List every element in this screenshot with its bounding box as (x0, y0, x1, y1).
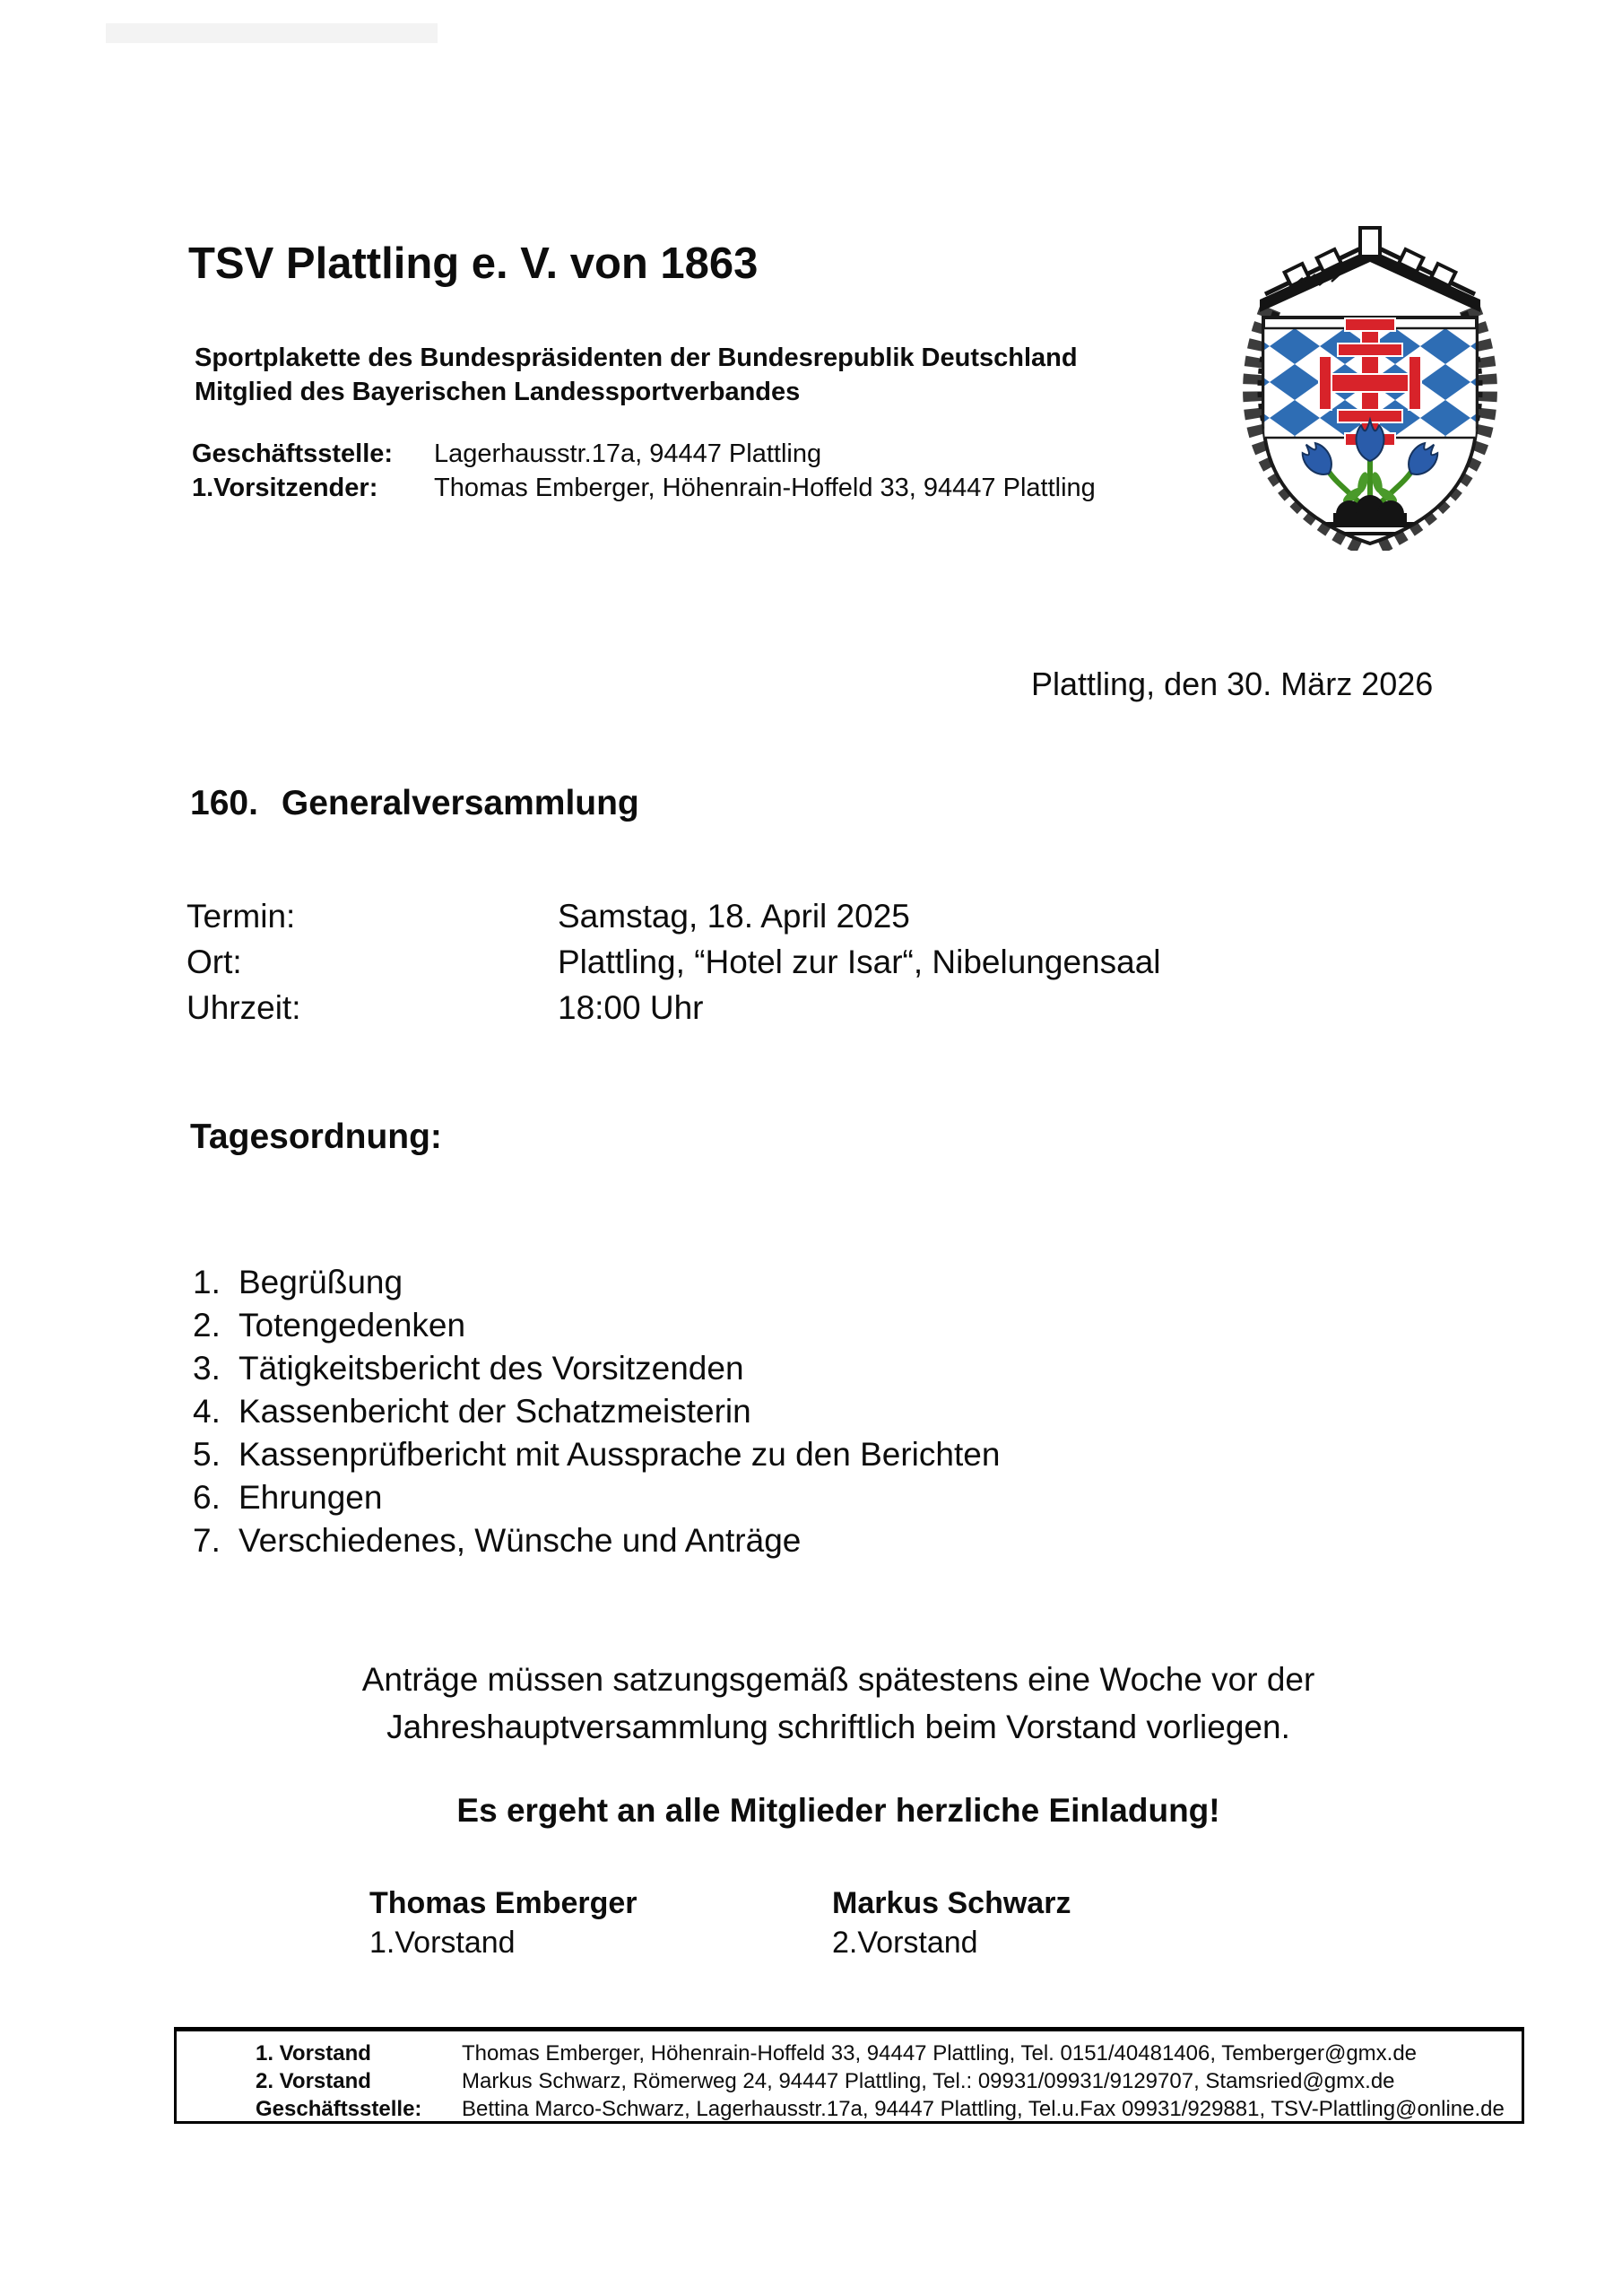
club-crest-icon (1240, 226, 1500, 551)
detail-value: Samstag, 18. April 2025 (558, 898, 910, 935)
club-contact-lines (192, 437, 1096, 505)
agenda-heading: Tagesordnung: (190, 1118, 442, 1156)
contact-label: 1.Vorsitzender: (192, 474, 378, 502)
detail-label: Uhrzeit: (186, 989, 301, 1026)
subtitle-line: Sportplakette des Bundespräsidenten der Bundesrepublik Deutschland (195, 344, 1078, 372)
contact-value: Lagerhausstr.17a, 94447 Plattling (434, 439, 822, 468)
contact-line (192, 437, 1096, 471)
agenda-item-number: 2. (193, 1307, 221, 1344)
footer-label: 2. Vorstand (256, 2069, 371, 2093)
signature-block (369, 1883, 638, 1962)
agenda-item-number: 3. (193, 1350, 221, 1387)
agenda-item-text: Kassenprüfbericht mit Aussprache zu den Berichten (239, 1436, 1001, 1473)
agenda-item (193, 1519, 1000, 1562)
club-crest (1240, 226, 1500, 551)
agenda-item-text: Kassenbericht der Schatzmeisterin (239, 1393, 751, 1430)
mural-crown (1260, 228, 1480, 312)
deadline-notice-line: Anträge müssen satzungsgemäß spätestens eine Woche vor der (361, 1661, 1315, 1698)
detail-label: Termin: (186, 898, 296, 935)
footer-row (256, 2095, 1513, 2123)
agenda-item-number: 7. (193, 1522, 221, 1559)
detail-value: Plattling, “Hotel zur Isar“, Nibelungensaal (558, 944, 1161, 980)
agenda-item (193, 1261, 1000, 1304)
contact-line (192, 471, 1096, 505)
meeting-number: 160. (190, 784, 258, 822)
invitation-line: Es ergeht an alle Mitglieder herzliche Einladung! (456, 1792, 1220, 1829)
detail-value: 18:00 Uhr (558, 989, 704, 1026)
agenda-item-number: 5. (193, 1436, 221, 1473)
agenda-item-text: Begrüßung (239, 1264, 403, 1300)
footer-label: 1. Vorstand (256, 2041, 371, 2066)
footer-row (256, 2039, 1513, 2067)
agenda-item-number: 1. (193, 1264, 221, 1300)
footer-contact-box (174, 2027, 1524, 2124)
agenda-item-number: 4. (193, 1393, 221, 1430)
signature-name: Markus Schwarz (832, 1886, 1071, 1920)
agenda-item (193, 1476, 1000, 1519)
detail-row (186, 939, 1161, 985)
agenda-item-number: 6. (193, 1479, 221, 1516)
date-line: Plattling, den 30. März 2026 (1031, 665, 1434, 702)
subtitle-line: Mitglied des Bayerischen Landessportverbandes (195, 378, 801, 406)
signature-role: 1.Vorstand (369, 1926, 516, 1960)
agenda-item (193, 1433, 1000, 1476)
footer-value: Markus Schwarz, Römerweg 24, 94447 Plattling, Tel.: 09931/09931/9129707, Stamsried@gmx.de (462, 2069, 1395, 2093)
meeting-title: Generalversammlung (281, 784, 639, 822)
footer-value: Bettina Marco-Schwarz, Lagerhausstr.17a, 94447 Plattling, Tel.u.Fax 09931/929881, TSV-Plattling@online.de (462, 2097, 1505, 2121)
agenda-item-text: Tätigkeitsbericht des Vorsitzenden (239, 1350, 744, 1387)
footer-label: Geschäftsstelle: (256, 2097, 422, 2121)
agenda-item-text: Verschiedenes, Wünsche und Anträge (239, 1522, 802, 1559)
signature-block (832, 1883, 1071, 1962)
agenda-item (193, 1390, 1000, 1433)
meeting-heading (190, 784, 639, 823)
meeting-details (186, 893, 1161, 1031)
detail-row (186, 893, 1161, 939)
footer-value: Thomas Emberger, Höhenrain-Hoffeld 33, 94447 Plattling, Tel. 0151/40481406, Temberger@gmx.de (462, 2041, 1418, 2066)
agenda-item (193, 1347, 1000, 1390)
deadline-notice (188, 1656, 1488, 1751)
club-subtitle (195, 341, 1078, 409)
contact-value: Thomas Emberger, Höhenrain-Hoffeld 33, 94447 Plattling (434, 474, 1096, 502)
agenda-list (193, 1261, 1000, 1562)
detail-row (186, 985, 1161, 1031)
deadline-notice-line: Jahreshauptversammlung schriftlich beim Vorstand vorliegen. (386, 1709, 1290, 1745)
contact-label: Geschäftsstelle: (192, 439, 394, 468)
agenda-item-text: Totengedenken (239, 1307, 466, 1344)
agenda-item-text: Ehrungen (239, 1479, 383, 1516)
footer-row (256, 2067, 1513, 2095)
agenda-item (193, 1304, 1000, 1347)
detail-label: Ort: (186, 944, 242, 980)
signature-name: Thomas Emberger (369, 1886, 638, 1920)
scan-artifact (106, 23, 438, 43)
signature-role: 2.Vorstand (832, 1926, 978, 1960)
club-title: TSV Plattling e. V. von 1863 (188, 239, 759, 288)
